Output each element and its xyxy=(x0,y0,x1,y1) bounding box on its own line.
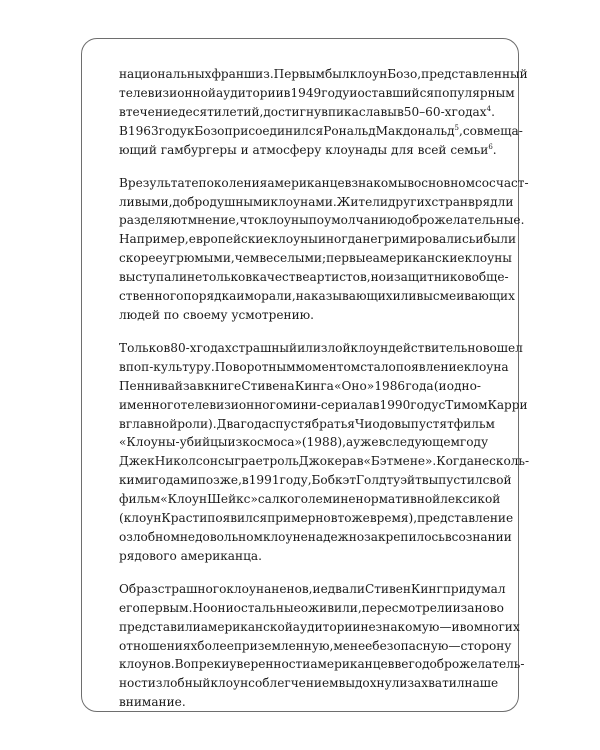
text-line: клоунов. Вопреки уверенности американцев в его доброжелатель- xyxy=(119,657,525,672)
text-line: отношениях более приземленную, менее безопасную — сторону xyxy=(119,638,512,653)
text-line: (клоун Красти появился примерно в то же время), представление xyxy=(119,510,514,525)
page-text xyxy=(119,65,530,712)
text-line: в поп-культуру. Поворотным моментом стало появление клоуна xyxy=(119,359,509,374)
text-line: внимание. xyxy=(119,695,186,710)
text-line: кими годами позже, в 1991 году, Бобкэт Голдтуэйт выпустил свой xyxy=(119,473,512,488)
text-line: выступали не только в качестве артистов, но и защитников обще- xyxy=(119,270,509,285)
text-line: ности злобный клоун с облегчением выдохнул и захватил наше xyxy=(119,676,499,691)
text-line: ливыми, добродушными клоунами. Жители других стран вряд ли xyxy=(119,194,514,209)
paragraph-4 xyxy=(119,580,525,712)
text-line: «Клоуны-убийцы из космоса» (1988), а уже в следующем году xyxy=(119,435,489,450)
paragraph-3 xyxy=(119,339,530,566)
text-line: разделяют мнение, что клоуны по умолчанию доброжелательные. xyxy=(119,213,525,228)
text-line: именного телевизионного мини-сериала в 1990 году с Тимом Карри xyxy=(119,397,528,412)
text-line: Образ страшного клоуна не нов, и едва ли Стивен Кинг придумал xyxy=(119,581,506,596)
text-line: рядового американца. xyxy=(119,548,262,563)
text-line: В 1963 году к Бозо присоединился Рональд Макдональд$^5$, совмеща- xyxy=(119,123,523,138)
paragraph-1 xyxy=(119,65,528,159)
text-line: ющий гамбургеры и атмосферу клоунады для всей семьи$^6$. xyxy=(119,142,497,157)
text-line: Джек Николсон сыграет роль Джокера в «Бэтмене». Когда несколь- xyxy=(119,454,530,469)
text-line: телевизионной аудитории в 1949 году и оставшийся популярным xyxy=(119,85,515,100)
text-line: национальных франшиз. Первым был клоун Бозо, представленный xyxy=(119,67,528,81)
text-line: его первым. Но он и остальные оживили, пересмотрели и заново xyxy=(119,600,504,615)
text-line: фильм «Клоун Шейкс» с алкоголем и ненормативной лексикой xyxy=(119,492,501,507)
text-line: в течение десятилетий, достигнув пика славы в 50–60-х годах$^4$. xyxy=(119,104,495,119)
text-line: людей по своему усмотрению. xyxy=(119,307,315,322)
text-line: о злобном недовольном клоуне надежно закрепилось в сознании xyxy=(119,529,512,544)
text-line: скорее угрюмыми, чем веселыми; первые американские клоуны xyxy=(119,251,512,266)
text-line: представили американской аудитории незнакомую — и во многих xyxy=(119,619,520,634)
text-line: Пеннивайза в книге Стивена Кинга «Оно» 1986 года (и одно- xyxy=(119,378,481,393)
text-line: в главной роли). Два года спустя братья Чиодо выпустят фильм xyxy=(119,416,495,431)
text-line: Например, европейские клоуны иногда не гримировались и были xyxy=(119,232,517,247)
paragraph-2 xyxy=(119,174,529,325)
text-line: Только в 80-х годах страшный или злой клоун действительно вошел xyxy=(119,340,523,355)
text-line: ственного порядка и морали, наказывающих или высмеивающих xyxy=(119,288,515,303)
text-line: В результате поколения американцев знакомы в основном со счаст- xyxy=(119,175,529,190)
